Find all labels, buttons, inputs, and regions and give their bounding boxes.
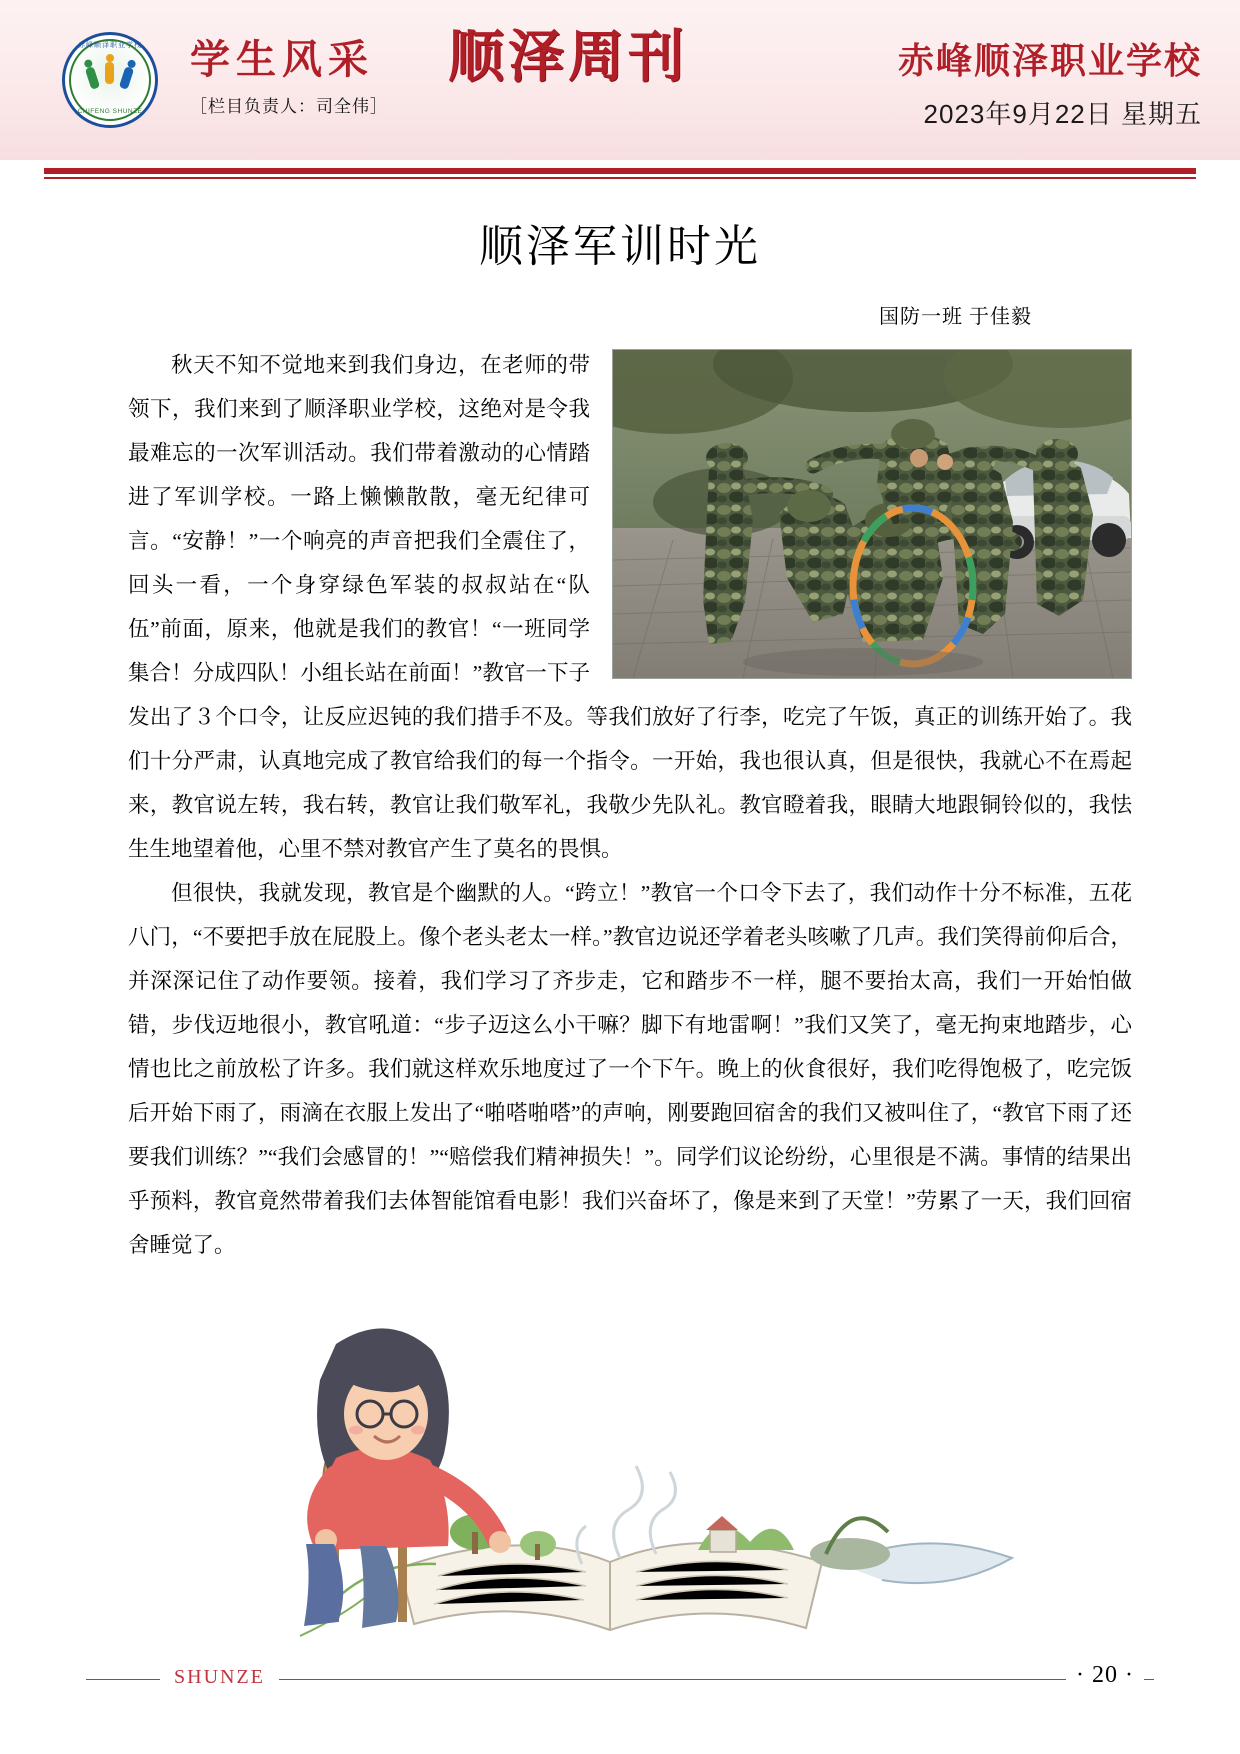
- footer: [0, 1660, 1240, 1700]
- article-paragraph: 但很快，我就发现，教官是个幽默的人。“跨立！”教官一个口令下去了，我们动作十分不标准，五花八门，“不要把手放在屁股上。像个老头老太一样。”教官边说还学着老头咳嗽了几声。我们笑得前仰后合，并深深记住了动作要领。接着，我们学习了齐步走，它和踏步不一样，腿不要抬太高，我们一开始怕做错，步伐迈地很小，教官吼道：“步子迈这么小干嘛？脚下有地雷啊！”我们又笑了，毫无拘束地踏步，心情也比之前放松了许多。我们就这样欢乐地度过了一个下午。晚上的伙食很好，我们吃得饱极了，吃完饭后开始下雨了，雨滴在衣服上发出了“啪嗒啪嗒”的声响，刚要跑回宿舍的我们又被叫住了，“教官下雨了还要我们训练？”“我们会感冒的！”“赔偿我们精神损失！”。同学们议论纷纷，心里很是不满。事情的结果出乎预料，教官竟然带着我们去体智能馆看电影！我们兴奋坏了，像是来到了天堂！”劳累了一天，我们回宿舍睡觉了。: [128, 881, 1132, 1257]
- column-editor: ［栏目负责人：司全伟］: [190, 97, 388, 116]
- column-block: [190, 37, 430, 117]
- footer-brand: SHUNZE: [160, 1666, 279, 1689]
- header-rules: [44, 168, 1196, 179]
- school-name: 赤峰顺泽职业学校: [897, 41, 1202, 81]
- emblem-bottom-text: CHIFENG SHUNZE: [77, 108, 143, 115]
- girl-reading-book-illustration: [150, 1318, 1090, 1658]
- paper-name: 顺泽周刊: [448, 27, 688, 89]
- school-emblem-icon: [62, 32, 158, 128]
- article: [0, 196, 1240, 1267]
- article-byline: 国防一班 于佳毅: [879, 306, 1032, 328]
- article-body: [0, 343, 1240, 1267]
- page-number: · 20 ·: [1066, 1662, 1144, 1689]
- emblem-top-text: 赤峰顺泽职业学校: [78, 42, 142, 49]
- page-title: 顺泽军训时光: [479, 222, 761, 271]
- issue-date: 2023年9月22日 星期五: [923, 98, 1202, 129]
- article-paragraph: 秋天不知不觉地来到我们身边，在老师的带领下，我们来到了顺泽职业学校，这绝对是令我最难忘的一次军训活动。我们带着激动的心情踏进了军训学校。一路上懒懒散散，毫无纪律可言。“安静！”一个响亮的声音把我们全震住了，回头一看，一个身穿绿色军装的叔叔站在“队伍”前面，原来，他就是我们的教官！“一班同学集合！分成四队！小组长站在前面！”教官一下子发出了３个口令，让反应迟钝的我们措手不及。等我们放好了行李，吃完了午饭，真正的训练开始了。我们十分严肃，认真地完成了教官给我们的每一个指令。一开始，我也很认真，但是很快，我就心不在焉起来，教官说左转，我右转，教官让我们敬军礼，我敬少先队礼。教官瞪着我，眼睛大地跟铜铃似的，我怯生生地望着他，心里不禁对教官产生了莫名的畏惧。: [128, 353, 1132, 861]
- rule-thin: [44, 177, 1196, 179]
- masthead: [0, 0, 1240, 160]
- emblem-figures-icon: [86, 58, 134, 92]
- military-training-photo: [612, 349, 1132, 679]
- school-block: [898, 42, 1202, 131]
- column-title: 学生风采: [190, 37, 374, 82]
